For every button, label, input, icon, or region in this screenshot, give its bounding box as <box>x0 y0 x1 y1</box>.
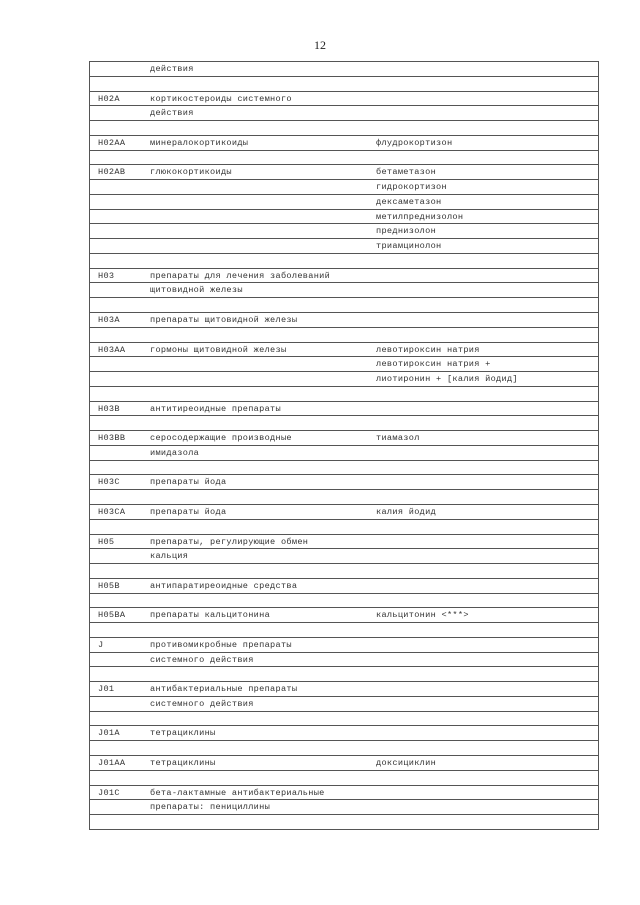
group-name: глюкокортикоиды <box>150 167 232 178</box>
drug-name: триамцинолон <box>376 241 442 252</box>
group-name: тетрациклины <box>150 757 216 768</box>
atc-code: J01A <box>98 728 120 739</box>
table-row <box>90 461 598 476</box>
group-name: антитиреоидные препараты <box>150 403 281 414</box>
table-row <box>90 638 598 653</box>
drug-name: флудрокортизон <box>376 137 453 148</box>
table-row <box>90 92 598 107</box>
drug-name: бетаметазон <box>376 167 437 178</box>
table-row <box>90 283 598 298</box>
group-name: действия <box>150 64 194 74</box>
table-row <box>90 726 598 741</box>
group-name: гормоны щитовидной железы <box>150 344 287 355</box>
table-row <box>90 239 598 254</box>
atc-code: H02AB <box>98 167 126 178</box>
table-row <box>90 771 598 786</box>
table-row <box>90 756 598 771</box>
table-row <box>90 535 598 550</box>
table-row <box>90 564 598 579</box>
table-row <box>90 180 598 195</box>
group-name: кальция <box>150 551 189 562</box>
group-name: противомикробные препараты <box>150 639 292 650</box>
atc-code: J01 <box>98 684 115 695</box>
atc-code: H02A <box>98 93 120 104</box>
atc-code: H03B <box>98 403 120 414</box>
table-row <box>90 431 598 446</box>
group-name: действия <box>150 108 194 119</box>
table-row <box>90 741 598 756</box>
table-row <box>90 165 598 180</box>
drug-name: тиамазол <box>376 433 420 444</box>
drug-name: доксициклин <box>376 757 437 768</box>
group-name: препараты для лечения заболеваний <box>150 270 331 281</box>
group-name: серосодержащие производные <box>150 433 292 444</box>
table-row <box>90 667 598 682</box>
drug-name: левотироксин натрия <box>376 344 480 355</box>
table-row <box>90 608 598 623</box>
atc-code: H03A <box>98 315 120 326</box>
table-row <box>90 579 598 594</box>
atc-code: J <box>98 639 104 650</box>
atc-code: H05 <box>98 536 115 547</box>
group-name: тетрациклины <box>150 728 216 739</box>
table-row <box>90 800 598 815</box>
group-name: антипаратиреоидные средства <box>150 580 298 591</box>
table-row <box>90 653 598 668</box>
table-row <box>90 682 598 697</box>
table-row <box>90 357 598 372</box>
drug-name: левотироксин натрия + <box>376 359 491 370</box>
group-name: препараты йода <box>150 506 227 517</box>
table-row <box>90 505 598 520</box>
drug-name: кальцитонин <***> <box>376 610 469 621</box>
table-row <box>90 210 598 225</box>
table-row <box>90 549 598 564</box>
table-row <box>90 77 598 92</box>
table-row <box>90 475 598 490</box>
group-name: минералокортикоиды <box>150 137 249 148</box>
table-row <box>90 195 598 210</box>
table-row <box>90 106 598 121</box>
table-row <box>90 62 598 77</box>
group-name: бета-лактамные антибактериальные <box>150 787 325 798</box>
group-name: препараты: пенициллины <box>150 802 271 813</box>
atc-code: H05BA <box>98 610 126 621</box>
group-name: препараты йода <box>150 477 227 488</box>
table-row <box>90 387 598 402</box>
atc-code: H05B <box>98 580 120 591</box>
table-row <box>90 313 598 328</box>
table-row <box>90 224 598 239</box>
table-row <box>90 269 598 284</box>
table-row <box>90 520 598 535</box>
drug-name: калия йодид <box>376 506 437 517</box>
table-row <box>90 446 598 461</box>
table-row <box>90 623 598 638</box>
table-row <box>90 815 598 830</box>
table-row <box>90 136 598 151</box>
table-row <box>90 121 598 136</box>
table-row <box>90 328 598 343</box>
drug-name: гидрокортизон <box>376 182 447 193</box>
table-row <box>90 151 598 166</box>
page-number: 12 <box>314 38 326 52</box>
group-name: препараты щитовидной железы <box>150 315 298 326</box>
atc-code: H03 <box>98 270 115 281</box>
atc-code: H03CA <box>98 506 126 517</box>
table-row <box>90 594 598 609</box>
table-row <box>90 712 598 727</box>
table-row <box>90 697 598 712</box>
table-row <box>90 490 598 505</box>
drug-name: метилпреднизолон <box>376 211 464 222</box>
atc-code: J01C <box>98 787 120 798</box>
table-row <box>90 402 598 417</box>
drug-name: преднизолон <box>376 226 437 237</box>
group-name: имидазола <box>150 447 200 458</box>
drug-name: дексаметазон <box>376 196 442 207</box>
drug-name: лиотиронин + [калия йодид] <box>376 374 518 385</box>
atc-code: H02AA <box>98 137 126 148</box>
table-row <box>90 786 598 801</box>
table-row <box>90 372 598 387</box>
group-name: препараты кальцитонина <box>150 610 271 621</box>
group-name: антибактериальные препараты <box>150 684 298 695</box>
group-name: системного действия <box>150 654 254 665</box>
group-name: системного действия <box>150 698 254 709</box>
table-row <box>90 298 598 313</box>
group-name: щитовидной железы <box>150 285 243 296</box>
table-row <box>90 254 598 269</box>
table-row <box>90 343 598 358</box>
group-name: кортикостероиды системного <box>150 93 292 104</box>
drug-classification-table <box>89 61 599 830</box>
atc-code: H03AA <box>98 344 126 355</box>
atc-code: H03BB <box>98 433 126 444</box>
table-row <box>90 416 598 431</box>
atc-code: J01AA <box>98 757 126 768</box>
group-name: препараты, регулирующие обмен <box>150 536 309 547</box>
atc-code: H03C <box>98 477 120 488</box>
